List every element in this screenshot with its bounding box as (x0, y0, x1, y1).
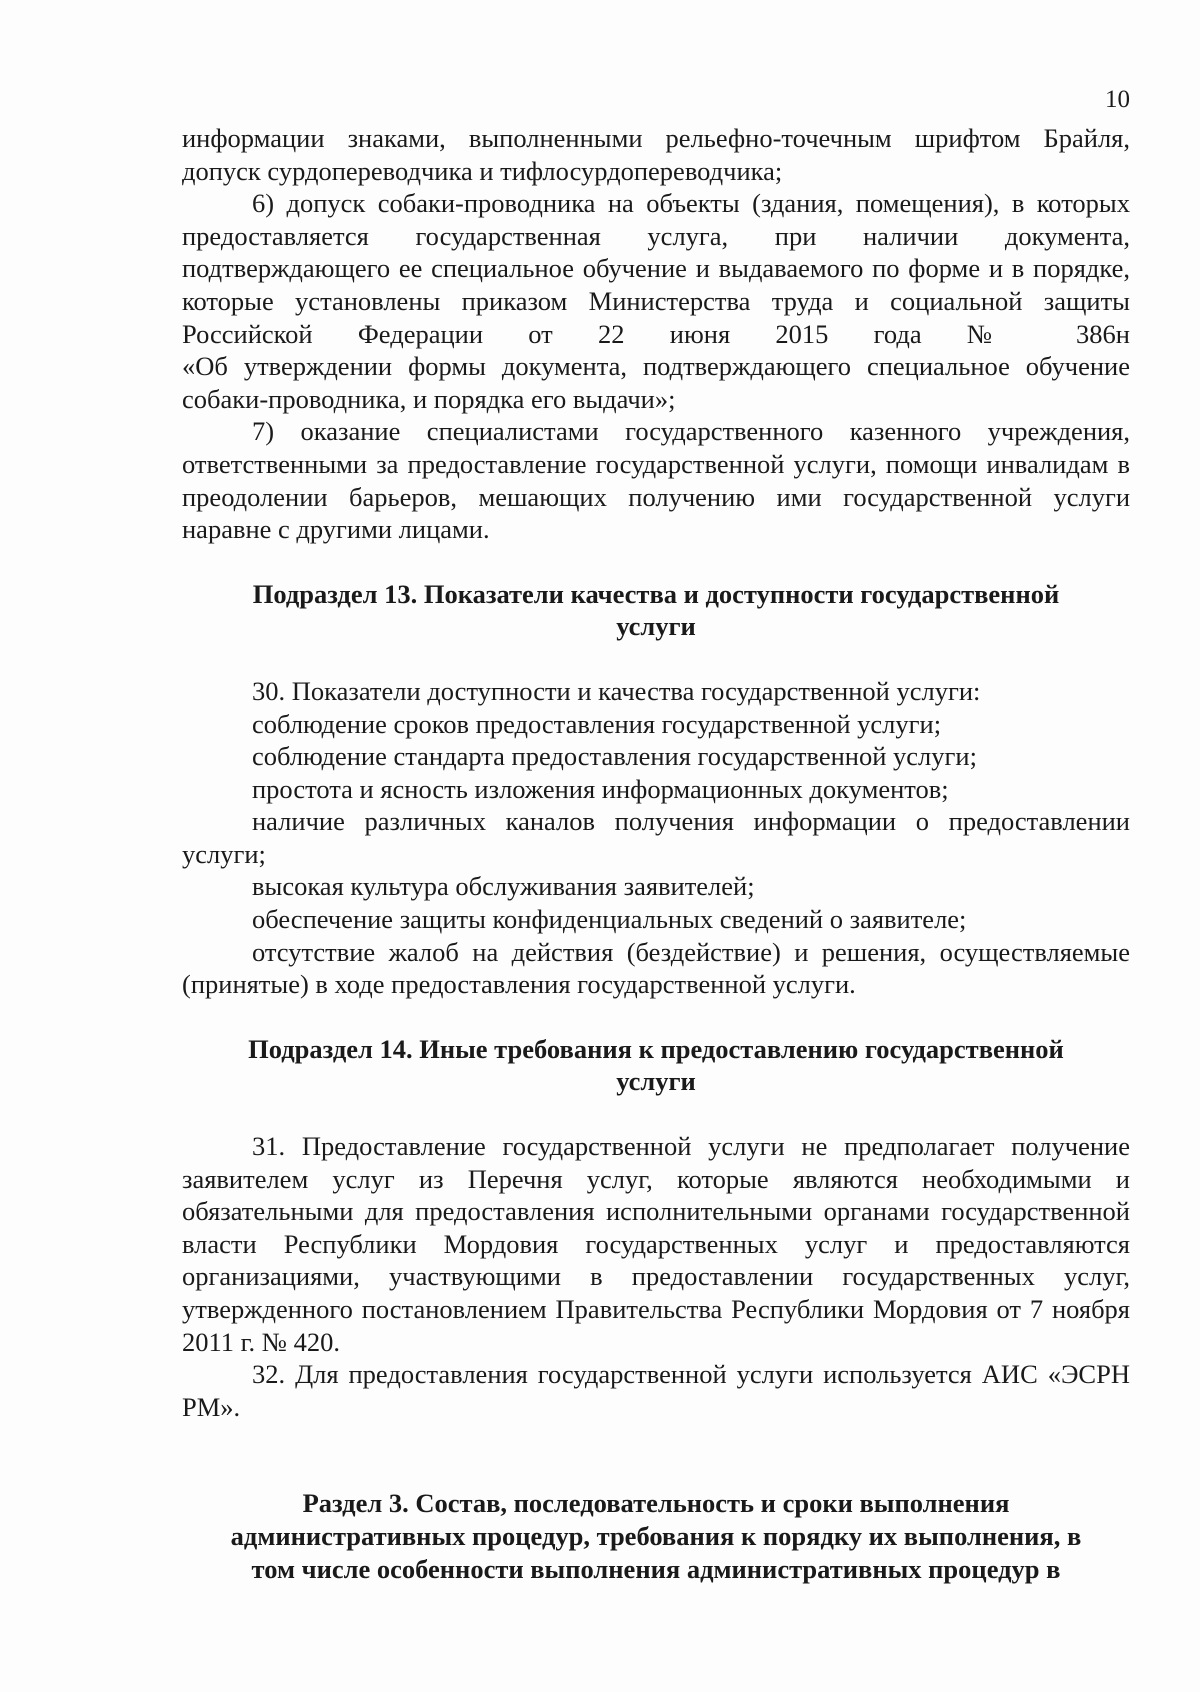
list-item: простота и ясность изложения информационных документов; (252, 773, 949, 804)
page-number: 10 (1105, 86, 1130, 113)
page-content (182, 122, 1130, 1585)
list-item: соблюдение стандарта предоставления государственной услуги; (252, 741, 977, 772)
subsection-13-title-line-2: услуги (616, 611, 696, 642)
list-item: обеспечение защиты конфиденциальных сведений о заявителе; (252, 904, 967, 935)
paragraph-31: 31. Предоставление государственной услуги не предполагает получение заявителем услуг из Перечня услуг, которые являются необходимыми и обязательными для предоставления исполнительными органами государственной власти Республики Мордовия государственных услуг и предоставляются организациями, участвующими в предоставлении государственных услуг, утвержденного постановлением Правительства Республики Мордовия от 7 ноября 2011 г. № 420. (182, 1131, 1130, 1357)
paragraph-guide-dog: 6) допуск собаки-проводника на объекты (здания, помещения), в которых предоставляется государственная услуга, при наличии документа, подтверждающего ее специальное обучение и выдаваемого по форме и в порядке, которые установлены приказом Министерства труда и социальной защиты Российской Федерации от 22 июня 2015 года № 386н (182, 188, 1130, 349)
section-3-title-line-1: Раздел 3. Состав, последовательность и сроки выполнения (302, 1488, 1010, 1519)
paragraph-braille: информации знаками, выполненными рельефно-точечным шрифтом Брайля, допуск сурдопереводчика и тифлосурдопереводчика; (182, 123, 1130, 186)
subsection-14-body (182, 1130, 1130, 1423)
subsection-13-body (182, 675, 1130, 1001)
subsection-14-title-line-1: Подраздел 14. Иные требования к предоставлению государственной (248, 1033, 1064, 1064)
subsection-13-title-line-1: Подраздел 13. Показатели качества и доступности государственной (252, 578, 1060, 609)
paragraph-guide-dog-order: «Об утверждении формы документа, подтверждающего специальное обучение собаки-проводника, и порядка его выдачи»; (182, 351, 1130, 414)
list-item: наличие различных каналов получения информации о предоставлении услуги; (182, 806, 1130, 869)
paragraph-32: 32. Для предоставления государственной услуги используется АИС «ЭСРН РМ». (182, 1359, 1130, 1422)
list-item: отсутствие жалоб на действия (бездействие) и решения, осуществляемые (принятые) в ходе предоставления государственной услуги. (182, 936, 1130, 1000)
subsection-14-title (182, 1033, 1130, 1098)
list-item: высокая культура обслуживания заявителей; (252, 871, 755, 902)
section-3-title (182, 1487, 1130, 1585)
subsection-13-title (182, 578, 1130, 643)
paragraph-specialist-assistance: 7) оказание специалистами государственного казенного учреждения, ответственными за предоставление государственной услуги, помощи инвалидам в преодолении барьеров, мешающих получению ими государственной услуги наравне с другими лицами. (182, 416, 1130, 545)
list-item: 30. Показатели доступности и качества государственной услуги: (252, 675, 981, 706)
list-item: соблюдение сроков предоставления государственной услуги; (252, 708, 942, 739)
subsection-14-title-line-2: услуги (616, 1066, 696, 1097)
section-3-title-line-3: том числе особенности выполнения административных процедур в (251, 1553, 1061, 1584)
section-3-title-line-2: административных процедур, требования к порядку их выполнения, в (230, 1520, 1082, 1551)
